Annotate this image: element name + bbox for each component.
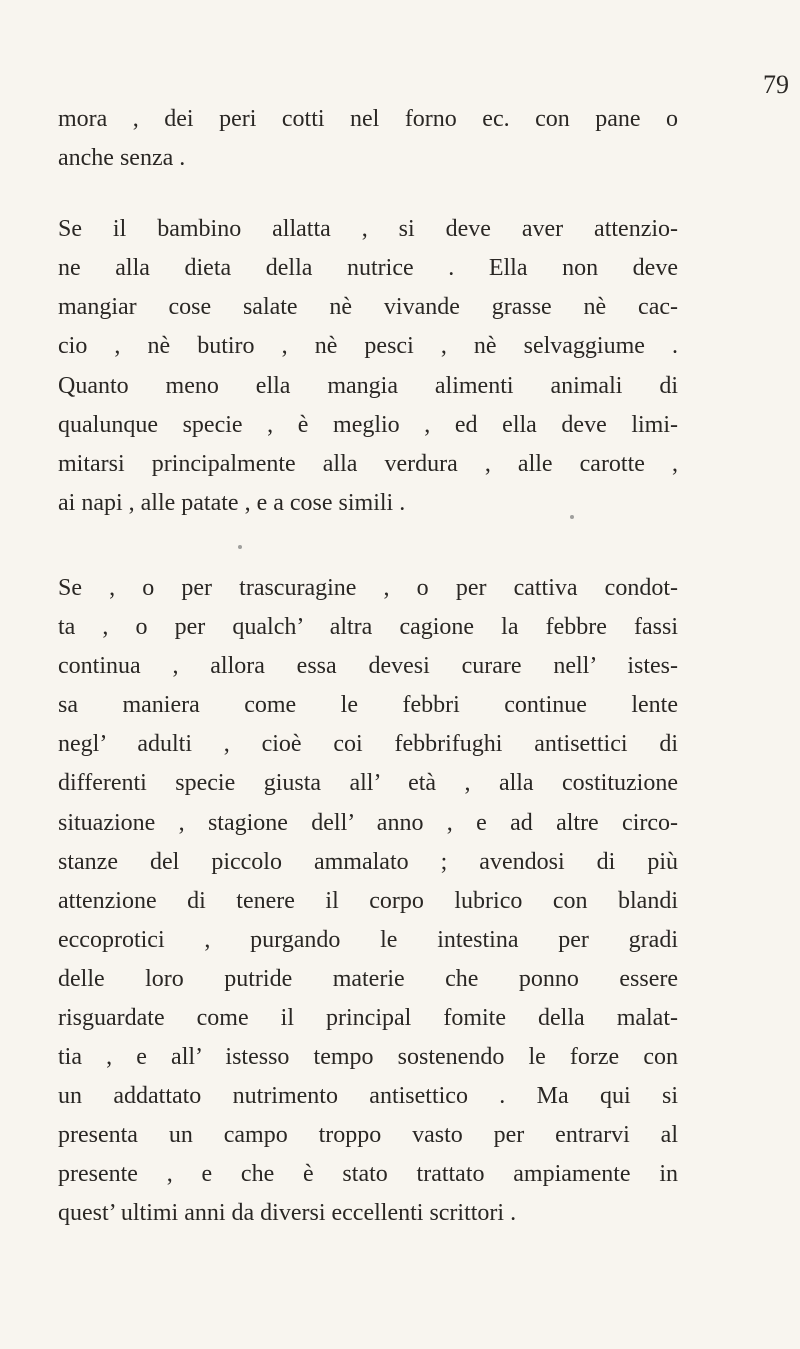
- text-line: situazione , stagione dell’ anno , e ad altre circo-: [58, 809, 678, 836]
- page-text: [58, 100, 678, 1234]
- text-line: tia , e all’ istesso tempo sostenendo le forze con: [58, 1044, 678, 1071]
- text-line: risguardate come il principal fomite della malat-: [58, 1004, 678, 1031]
- text-line: cio , nè butiro , nè pesci , nè selvaggiume .: [58, 333, 678, 360]
- ink-speck: [238, 545, 242, 549]
- text-line: presente , e che è stato trattato ampiamente in: [58, 1161, 678, 1188]
- text-line: Quanto meno ella mangia alimenti animali di: [58, 372, 678, 399]
- paragraph-2: [58, 210, 678, 523]
- text-line: ta , o per qualch’ altra cagione la febbre fassi: [58, 614, 678, 641]
- ink-speck: [570, 515, 574, 519]
- text-line: Se , o per trascuragine , o per cattiva condot-: [58, 574, 678, 601]
- text-line: negl’ adulti , cioè coi febbrifughi antisettici di: [58, 731, 678, 758]
- paragraph-spacing: [58, 523, 678, 569]
- text-line: stanze del piccolo ammalato ; avendosi di più: [58, 848, 678, 875]
- text-line: quest’ ultimi anni da diversi eccellenti scrittori .: [58, 1200, 517, 1227]
- text-line: delle loro putride materie che ponno essere: [58, 965, 678, 992]
- text-line: ai napi , alle patate , e a cose simili .: [58, 489, 406, 516]
- text-line: sa maniera come le febbri continue lente: [58, 692, 678, 719]
- text-line: anche senza .: [58, 145, 186, 172]
- text-line: ne alla dieta della nutrice . Ella non deve: [58, 255, 678, 282]
- text-line: attenzione di tenere il corpo lubrico con blandi: [58, 887, 678, 914]
- text-line: presenta un campo troppo vasto per entrarvi al: [58, 1122, 678, 1149]
- text-line: mora , dei peri cotti nel forno ec. con pane o: [58, 106, 678, 132]
- text-line: qualunque specie , è meglio , ed ella deve limi-: [58, 411, 678, 438]
- text-line: un addattato nutrimento antisettico . Ma qui si: [58, 1083, 678, 1110]
- text-line: differenti specie giusta all’ età , alla costituzione: [58, 770, 678, 797]
- text-line: mitarsi principalmente alla verdura , alle carotte ,: [58, 450, 678, 477]
- text-line: continua , allora essa devesi curare nell’ istes-: [58, 653, 678, 680]
- text-line: eccoprotici , purgando le intestina per gradi: [58, 926, 678, 953]
- paragraph-1: [58, 100, 678, 178]
- text-line: mangiar cose salate nè vivande grasse nè cac-: [58, 294, 678, 321]
- page-number: 79: [763, 70, 789, 99]
- paragraph-3: [58, 569, 678, 1234]
- text-line: Se il bambino allatta , si deve aver attenzio-: [58, 216, 678, 243]
- paragraph-spacing: [58, 178, 678, 210]
